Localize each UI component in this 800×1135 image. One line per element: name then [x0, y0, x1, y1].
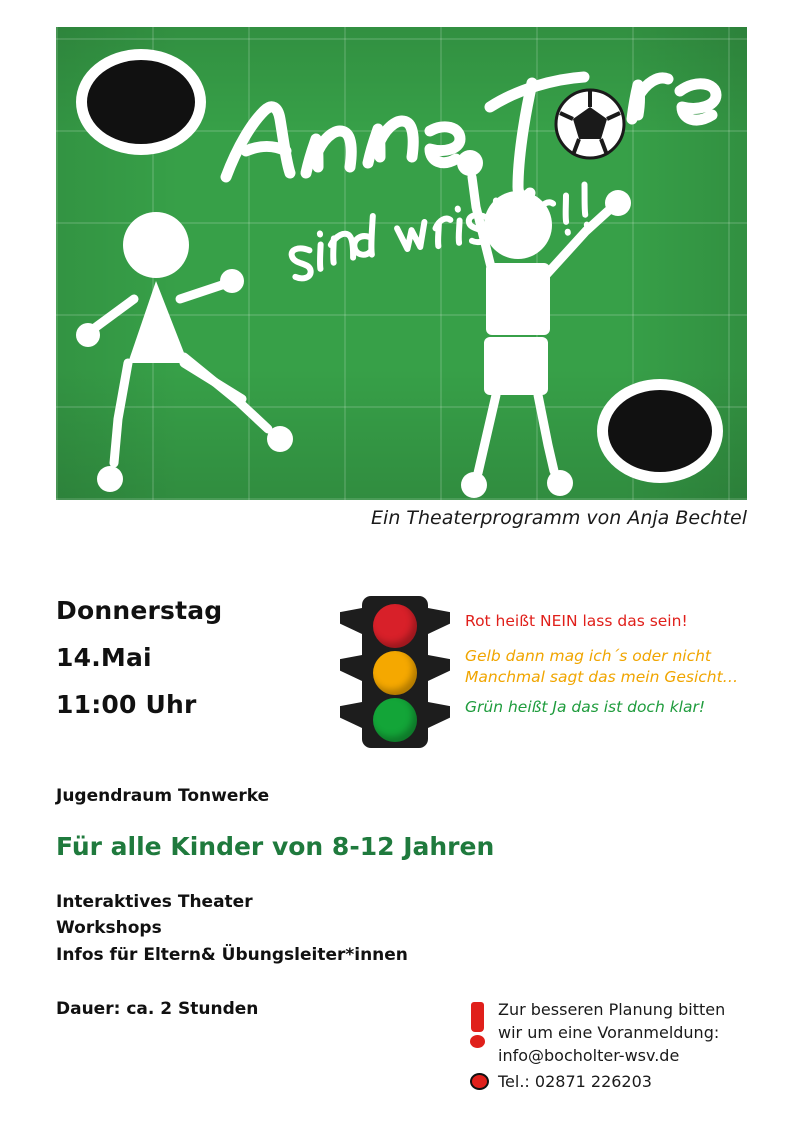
exclamation-dot	[470, 1035, 485, 1048]
traffic-light-icon	[340, 596, 450, 748]
exclamation-bar	[471, 1002, 484, 1032]
poster-caption: Ein Theaterprogramm von Anja Bechtel	[371, 507, 747, 529]
contact-phone[interactable]: Tel.: 02871 226203	[498, 1071, 652, 1091]
green-lamp	[373, 698, 417, 742]
visor-red-right	[428, 608, 450, 634]
event-day: 14.Mai	[56, 643, 152, 672]
visor-green-right	[428, 702, 450, 728]
traffic-light-body	[362, 596, 428, 748]
traffic-light-yellow-text-line1: Gelb dann mag ich´s oder nicht	[465, 647, 712, 665]
age-range-label: Für alle Kinder von 8-12 Jahren	[56, 832, 495, 861]
offer-list	[56, 889, 408, 968]
visor-yellow-right	[428, 655, 450, 681]
contact-line-1: Zur besseren Planung bitten	[498, 1000, 726, 1019]
soccer-ball-icon	[556, 90, 624, 158]
traffic-light-red-text: Rot heißt NEIN lass das sein!	[465, 612, 688, 630]
poster-image	[56, 27, 747, 500]
visor-red-left	[340, 608, 362, 634]
poster-artwork	[56, 27, 747, 500]
exclamation-mark-icon	[468, 1002, 486, 1048]
venue-label: Jugendraum Tonwerke	[56, 786, 270, 806]
traffic-light-yellow-text-line2: Manchmal sagt das mein Gesicht…	[465, 667, 739, 686]
stick-figure-left	[76, 212, 293, 492]
event-time: 11:00 Uhr	[56, 690, 197, 719]
traffic-light-texts	[465, 612, 765, 716]
visor-yellow-left	[340, 655, 362, 681]
visor-green-left	[340, 702, 362, 728]
offer-item-theater: Interaktives Theater	[56, 892, 253, 912]
duration-label: Dauer: ca. 2 Stunden	[56, 999, 259, 1019]
phone-dot-icon	[470, 1073, 489, 1090]
contact-email[interactable]: info@bocholter-wsv.de	[498, 1046, 680, 1066]
contact-line-2: wir um eine Voranmeldung:	[498, 1023, 720, 1043]
traffic-light-green-text: Grün heißt Ja das ist doch klar!	[465, 697, 706, 716]
event-date-block	[56, 598, 316, 739]
red-lamp	[373, 604, 417, 648]
offer-item-workshops: Workshops	[56, 918, 162, 939]
contact-block	[468, 998, 758, 1093]
yellow-lamp	[373, 651, 417, 695]
event-weekday: Donnerstag	[56, 596, 223, 625]
offer-item-infos: Infos für Eltern& Übungsleiter*innen	[56, 944, 408, 965]
